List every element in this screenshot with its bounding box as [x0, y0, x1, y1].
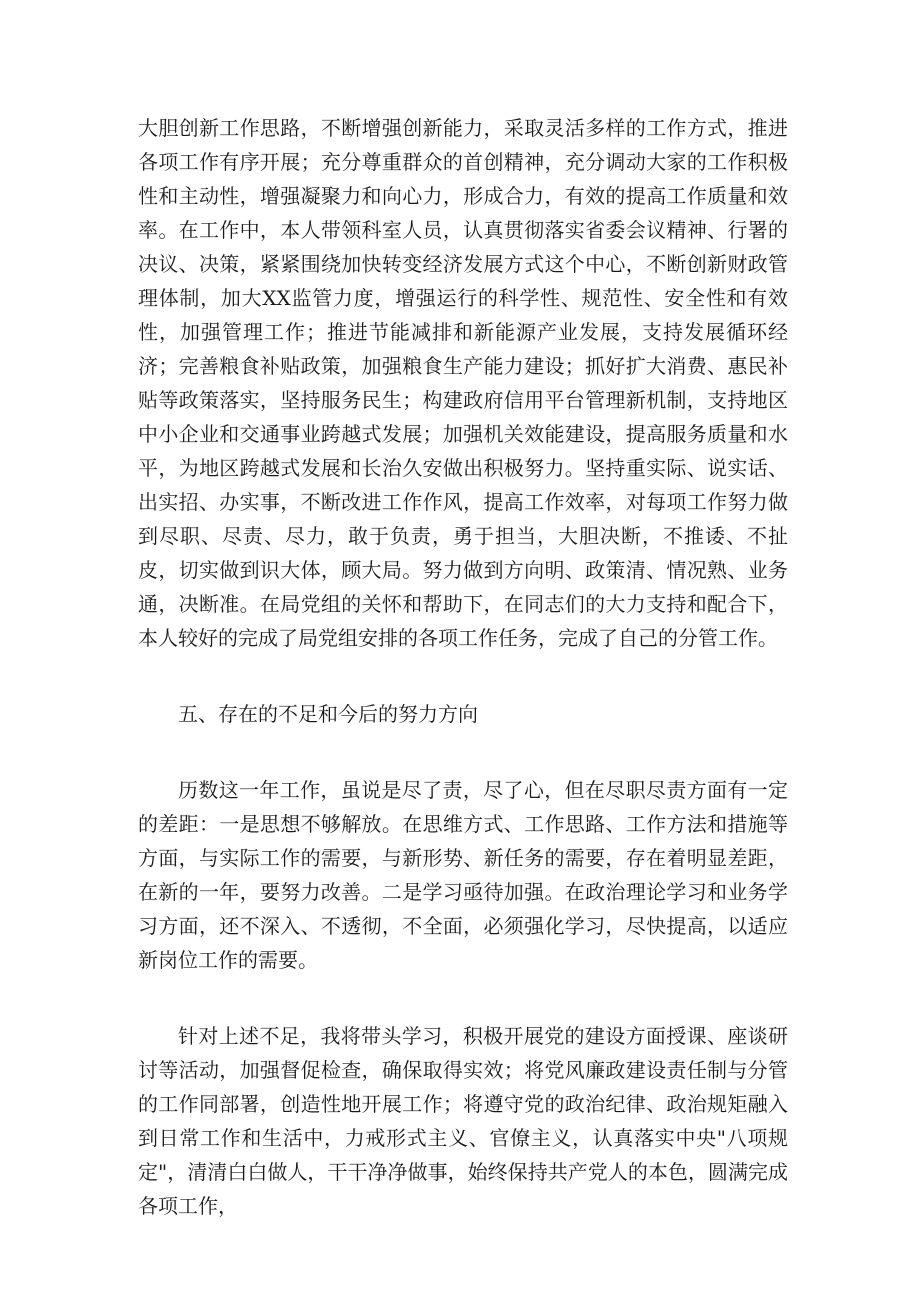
section-heading: 五、存在的不足和今后的努力方向 — [178, 702, 478, 726]
paragraph-gap — [138, 977, 788, 1019]
paragraph-shortcomings: 历数这一年工作，虽说是尽了责，尽了心，但在尽职尽责方面有一定的差距：一是思想不够解放。在思维方式、工作思路、工作方法和措施等方面，与实际工作的需要，与新形势、新任务的需要，存在着明显差距，在新的一年，要努力改善。二是学习亟待加强。在政治理论学习和业务学习方面，还不深入、不透彻，不全面，必须强化学习，尽快提高，以适应新岗位工作的需要。 — [138, 778, 788, 972]
paragraph-gap — [138, 655, 788, 697]
paragraph-plans: 针对上述不足，我将带头学习，积极开展党的建设方面授课、座谈研讨等活动，加强督促检查，确保取得实效；将党风廉政建设责任制与分管的工作同部署，创造性地开展工作；将遵守党的政治纪律、政治规矩融入到日常工作和生活中，力戒形式主义、官僚主义，认真落实中央"八项规定"，清清白白做人，干干净净做事，始终保持共产党人的本色，圆满完成各项工作， — [138, 1024, 788, 1218]
paragraph-work-summary: 大胆创新工作思路，不断增强创新能力，采取灵活多样的工作方式，推进各项工作有序开展；充分尊重群众的首创精神，充分调动大家的工作积极性和主动性，增强凝聚力和向心力，形成合力，有效的提高工作质量和效率。在工作中，本人带领科室人员，认真贯彻落实省委会议精神、行署的决议、决策，紧紧围绕加快转变经济发展方式这个中心，不断创新财政管理体制，加大XX监管力度，增强运行的科学性、规范性、安全性和有效性，加强管理工作；推进节能减排和新能源产业发展，支持发展循环经济；完善粮食补贴政策，加强粮食生产能力建设；抓好扩大消费、惠民补贴等政策落实，坚持服务民生；构建政府信用平台管理新机制，支持地区中小企业和交通事业跨越式发展；加强机关效能建设，提高服务质量和水平，为地区跨越式发展和长治久安做出积极努力。坚持重实际、说实话、出实招、办实事，不断改进工作作风，提高工作效率，对每项工作努力做到尽职、尽责、尽力，敢于负责，勇于担当，大胆决断，不推诿、不扯皮，切实做到识大体，顾大局。努力做到方向明、政策清、情况熟、业务通，决断准。在局党组的关怀和帮助下，在同志们的大力支持和配合下，本人较好的完成了局党组安排的各项工作任务，完成了自己的分管工作。 — [138, 116, 788, 650]
paragraph-gap — [138, 731, 788, 773]
document-body — [138, 111, 788, 1223]
